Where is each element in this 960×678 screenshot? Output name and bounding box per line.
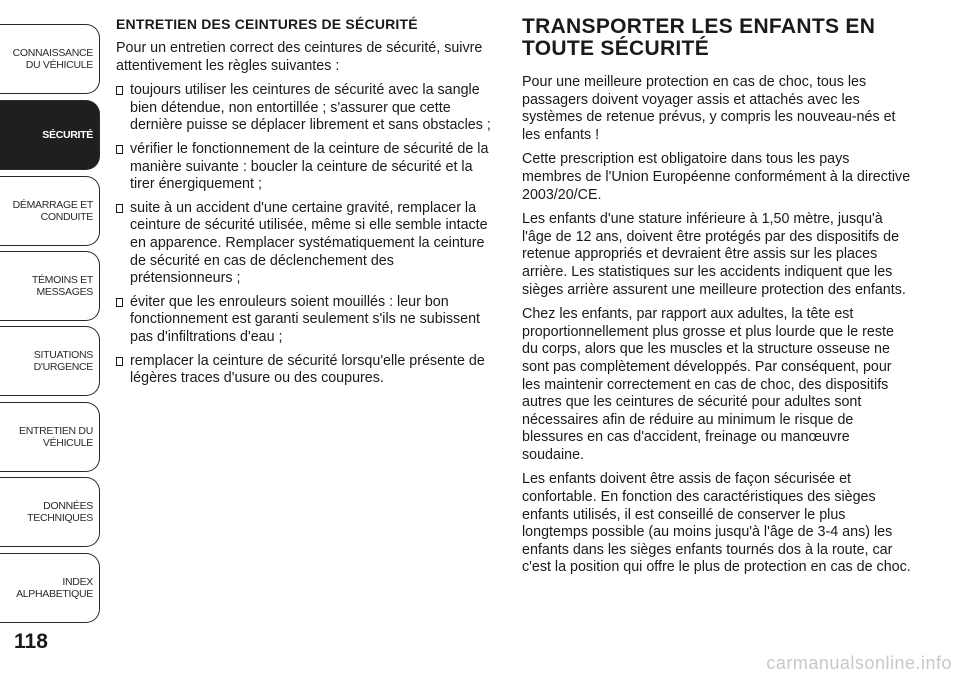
right-column [522,16,912,584]
page-number: 118 [14,630,48,653]
chapter-sidebar [0,0,106,678]
tab-demarrage-et-conduite[interactable]: DÉMARRAGE ET CONDUITE [0,176,100,246]
list-item [116,200,496,288]
checkbox-bullet-icon [116,145,123,154]
paragraph: Les enfants doivent être assis de façon sécurisée et confortable. En fonction des caractéristiques des sièges enfants utilisés, il est conseillé de conserver le plus longtemps possible (au moins jusqu'à l'âge de 3-4 ans) les enfants dans les sièges enfants tournés dos à la route, car c'est la position qui offre le plus de protection en cas de choc. [522,471,911,576]
maintenance-list [116,82,496,388]
list-item-text: vérifier le fonctionnement de la ceinture de sécurité de la manière suivante : boucler la ceinture de sécurité et la tirer énergiquement ; [130,140,489,193]
tab-situations-d-urgence[interactable]: SITUATIONS D'URGENCE [0,326,100,396]
paragraph: Cette prescription est obligatoire dans tous les pays membres de l'Union Européenne conformément à la directive 2003/20/CE. [522,151,911,203]
checkbox-bullet-icon [116,298,123,307]
tab-entretien-du-vehicule[interactable]: ENTRETIEN DU VÉHICULE [0,402,100,472]
list-item [116,82,496,135]
intro-paragraph: Pour un entretien correct des ceintures de sécurité, suivre attentivement les règles suivantes : [116,40,483,74]
section-heading: ENTRETIEN DES CEINTURES DE SÉCURITÉ [116,16,418,32]
paragraph: Les enfants d'une stature inférieure à 1,50 mètre, jusqu'à l'âge de 12 ans, doivent être protégés par des dispositifs de retenue appropriés et devraient être assis sur les places arrière. Les statistiques sur les accidents indiquent que les sièges arrière assurent une meilleure protection des enfants. [522,211,906,298]
section-title: TRANSPORTER LES ENFANTS EN TOUTE SÉCURITÉ [522,15,876,60]
tab-index-alphabetique[interactable]: INDEX ALPHABETIQUE [0,553,100,623]
checkbox-bullet-icon [116,204,123,213]
watermark: carmanualsonline.info [766,653,952,673]
list-item-text: remplacer la ceinture de sécurité lorsqu'elle présente de légères traces d'usure ou des coupures. [130,352,485,387]
list-item [116,294,496,347]
tab-donnees-techniques[interactable]: DONNÉES TECHNIQUES [0,477,100,547]
list-item-text: éviter que les enrouleurs soient mouillés : leur bon fonctionnement est garanti seulement s'ils ne subissent pas d'infiltrations d'eau ; [130,293,481,345]
tab-securite[interactable]: SÉCURITÉ [0,100,100,170]
tab-connaissance-du-vehicule[interactable]: CONNAISSANCE DU VÉHICULE [0,24,100,94]
tab-temoins-et-messages[interactable]: TÉMOINS ET MESSAGES [0,251,100,321]
left-column [116,16,496,394]
list-item-text: suite à un accident d'une certaine gravité, remplacer la ceinture de sécurité utilisée, même si elle semble intacte en apparence. Remplacer systématiquement la ceinture de sécurité en cas de déclenchement des prétensionneurs ; [130,199,488,287]
paragraph: Chez les enfants, par rapport aux adultes, la tête est proportionnellement plus grosse et plus lourde que le reste du corps, alors que les muscles et la structure osseuse ne sont pas complètement développés. Par conséquent, pour les maintenir correctement en cas de choc, des dispositifs autres que les ceintures de sécurité pour adultes sont nécessaires afin de réduire au minimum le risque de blessures en cas d'accident, freinage ou manœuvre soudaine. [522,306,894,463]
list-item-text: toujours utiliser les ceintures de sécurité avec la sangle bien détendue, non entortillée ; s'assurer que cette dernière puisse se déplacer librement et sans obstacles ; [130,82,491,134]
list-item [116,141,496,194]
paragraph: Pour une meilleure protection en cas de choc, tous les passagers doivent voyager assis et attachés avec les systèmes de retenue prévus, y compris les nouveau-nés et les enfants ! [522,74,896,143]
list-item [116,353,496,388]
checkbox-bullet-icon [116,86,123,95]
checkbox-bullet-icon [116,357,123,366]
